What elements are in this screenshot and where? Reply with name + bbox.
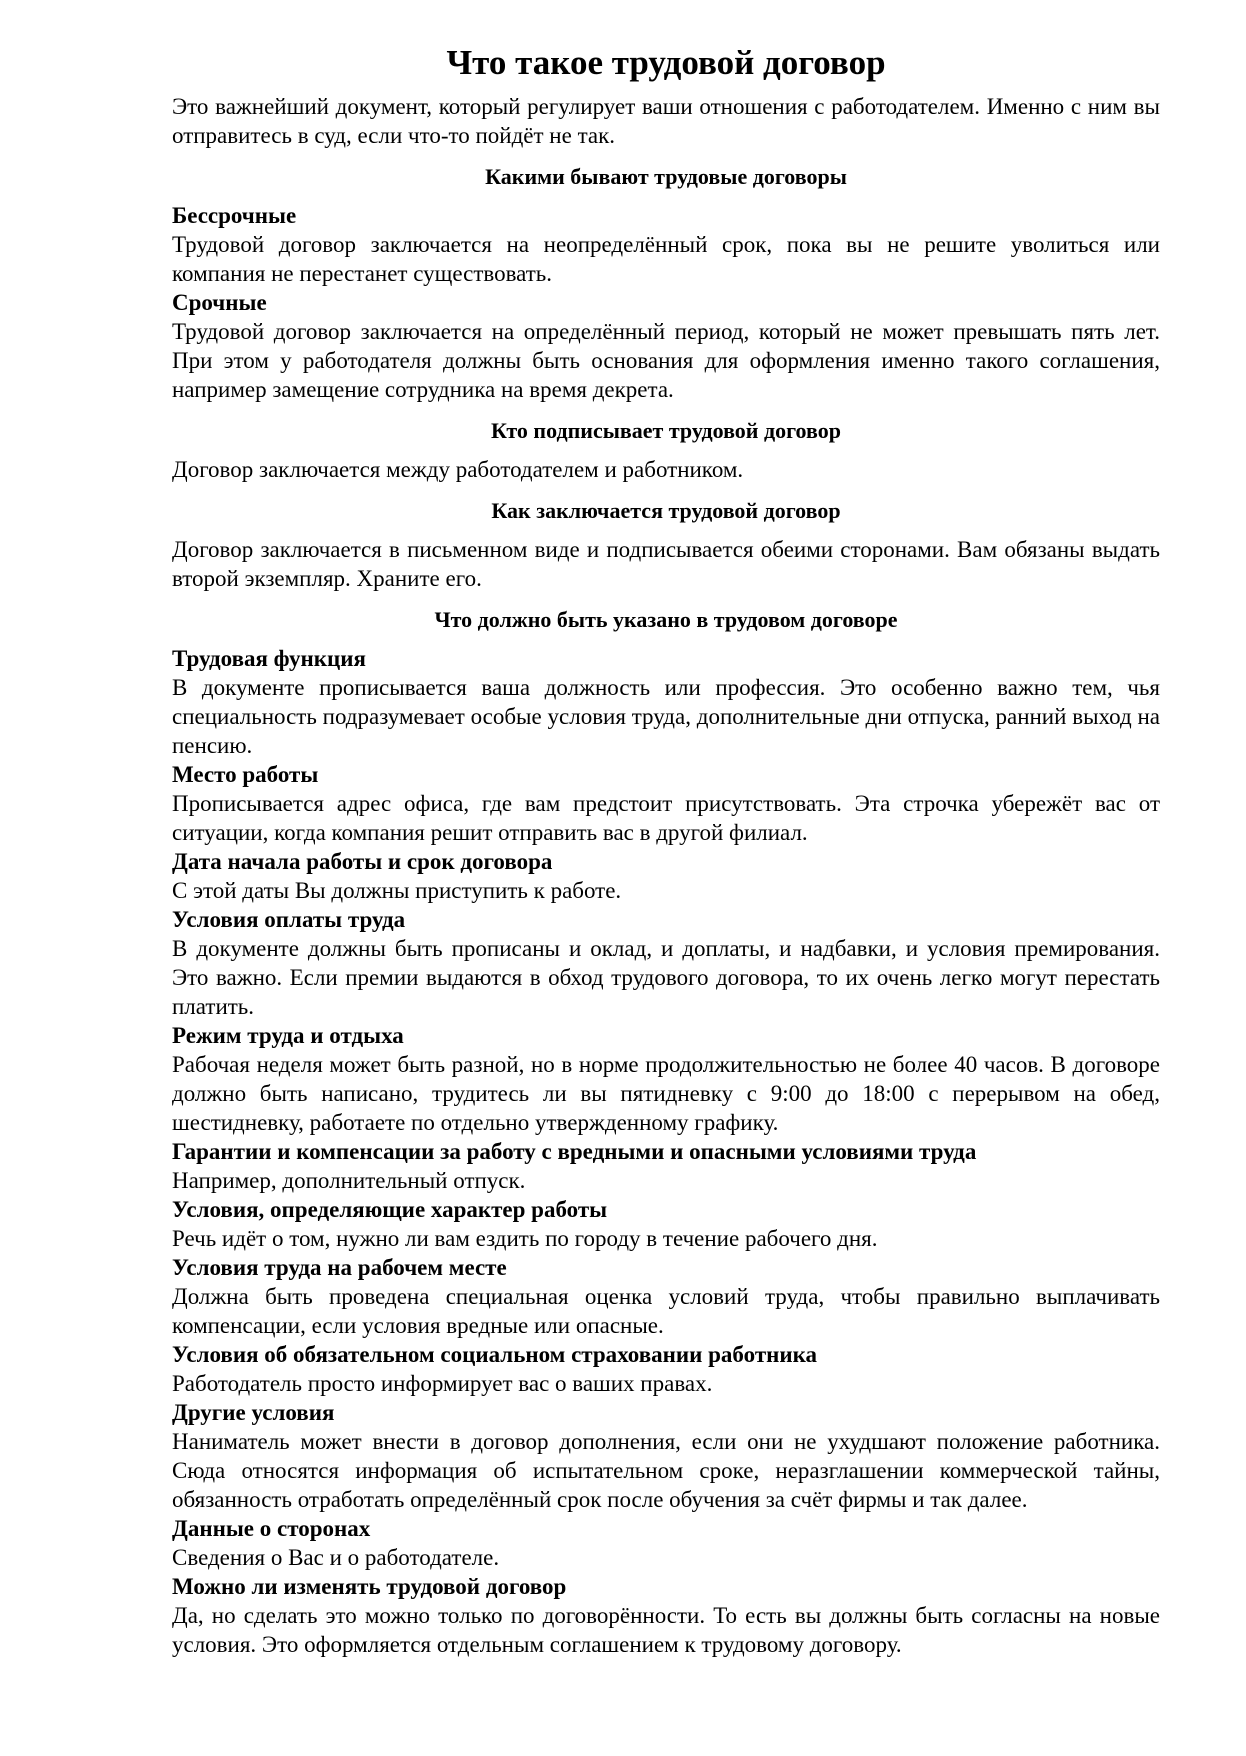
section-heading-types: Какими бывают трудовые договоры: [485, 164, 847, 189]
subheading-labor-function: Трудовая функция: [172, 646, 366, 671]
paragraph-hazard-guarantees: Например, дополнительный отпуск.: [172, 1168, 526, 1193]
subheading-workplace: Место работы: [172, 762, 319, 787]
paragraph-work-schedule: Рабочая неделя может быть разной, но в норме продолжительностью не более 40 часов. В договоре должно быть написано, трудитесь ли вы пятидневку с 9:00 до 18:00 с перерывом на обед, шестидневку, работаете по отдельно утвержденному графику.: [172, 1052, 1160, 1135]
paragraph-workplace-conditions: Должна быть проведена специальная оценка условий труда, чтобы правильно выплачивать компенсации, если условия вредные или опасные.: [172, 1284, 1160, 1338]
page-title: Что такое трудовой договор: [446, 43, 886, 82]
intro-paragraph: Это важнейший документ, который регулирует ваши отношения с работодателем. Именно с ним вы отправитесь в суд, если что-то пойдёт не так.: [172, 94, 1160, 148]
paragraph-parties-data: Сведения о Вас и о работодателе.: [172, 1545, 500, 1570]
subheading-social-insurance: Условия об обязательном социальном страховании работника: [172, 1342, 818, 1367]
section-heading-signers: Кто подписывает трудовой договор: [491, 418, 841, 443]
paragraph-start-date: С этой даты Вы должны приступить к работе.: [172, 878, 622, 903]
paragraph-pay-conditions: В документе должны быть прописаны и оклад, и доплаты, и надбавки, и условия премирования. Это важно. Если премии выдаются в обход трудового договора, то их очень легко могут перестать платить.: [172, 936, 1160, 1019]
paragraph-conclusion: Договор заключается в письменном виде и подписывается обеими сторонами. Вам обязаны выдать второй экземпляр. Храните его.: [172, 537, 1160, 591]
subheading-start-date: Дата начала работы и срок договора: [172, 849, 553, 874]
subheading-parties-data: Данные о сторонах: [172, 1516, 371, 1541]
document-page: [172, 40, 1160, 1659]
subheading-hazard-guarantees: Гарантии и компенсации за работу с вредными и опасными условиями труда: [172, 1139, 977, 1164]
paragraph-workplace: Прописывается адрес офиса, где вам предстоит присутствовать. Эта строчка убережёт вас от ситуации, когда компания решит отправить вас в другой филиал.: [172, 791, 1160, 845]
subheading-workplace-conditions: Условия труда на рабочем месте: [172, 1255, 507, 1280]
subheading-indefinite: Бессрочные: [172, 203, 297, 228]
section-heading-contents: Что должно быть указано в трудовом договоре: [434, 607, 898, 632]
subheading-pay-conditions: Условия оплаты труда: [172, 907, 406, 932]
paragraph-labor-function: В документе прописывается ваша должность или профессия. Это особенно важно тем, чья специальность подразумевает особые условия труда, дополнительные дни отпуска, ранний выход на пенсию.: [172, 675, 1160, 758]
subheading-fixed-term: Срочные: [172, 290, 267, 315]
subheading-work-schedule: Режим труда и отдыха: [172, 1023, 404, 1048]
subheading-work-nature: Условия, определяющие характер работы: [172, 1197, 608, 1222]
paragraph-indefinite: Трудовой договор заключается на неопределённый срок, пока вы не решите уволиться или компания не перестанет существовать.: [172, 232, 1160, 286]
paragraph-contract-changes: Да, но сделать это можно только по договорённости. То есть вы должны быть согласны на новые условия. Это оформляется отдельным соглашением к трудовому договору.: [172, 1603, 1160, 1657]
paragraph-work-nature: Речь идёт о том, нужно ли вам ездить по городу в течение рабочего дня.: [172, 1226, 878, 1251]
subheading-other-conditions: Другие условия: [172, 1400, 335, 1425]
section-heading-conclusion: Как заключается трудовой договор: [491, 498, 841, 523]
paragraph-other-conditions: Наниматель может внести в договор дополнения, если они не ухудшают положение работника. Сюда относятся информация об испытательном сроке, неразглашении коммерческой тайны, обязанность отработать определённый срок после обучения за счёт фирмы и так далее.: [172, 1429, 1160, 1512]
subheading-contract-changes: Можно ли изменять трудовой договор: [172, 1574, 567, 1599]
paragraph-social-insurance: Работодатель просто информирует вас о ваших правах.: [172, 1371, 713, 1396]
paragraph-fixed-term: Трудовой договор заключается на определённый период, который не может превышать пять лет. При этом у работодателя должны быть основания для оформления именно такого соглашения, например замещение сотрудника на время декрета.: [172, 319, 1160, 402]
paragraph-signers: Договор заключается между работодателем и работником.: [172, 457, 744, 482]
